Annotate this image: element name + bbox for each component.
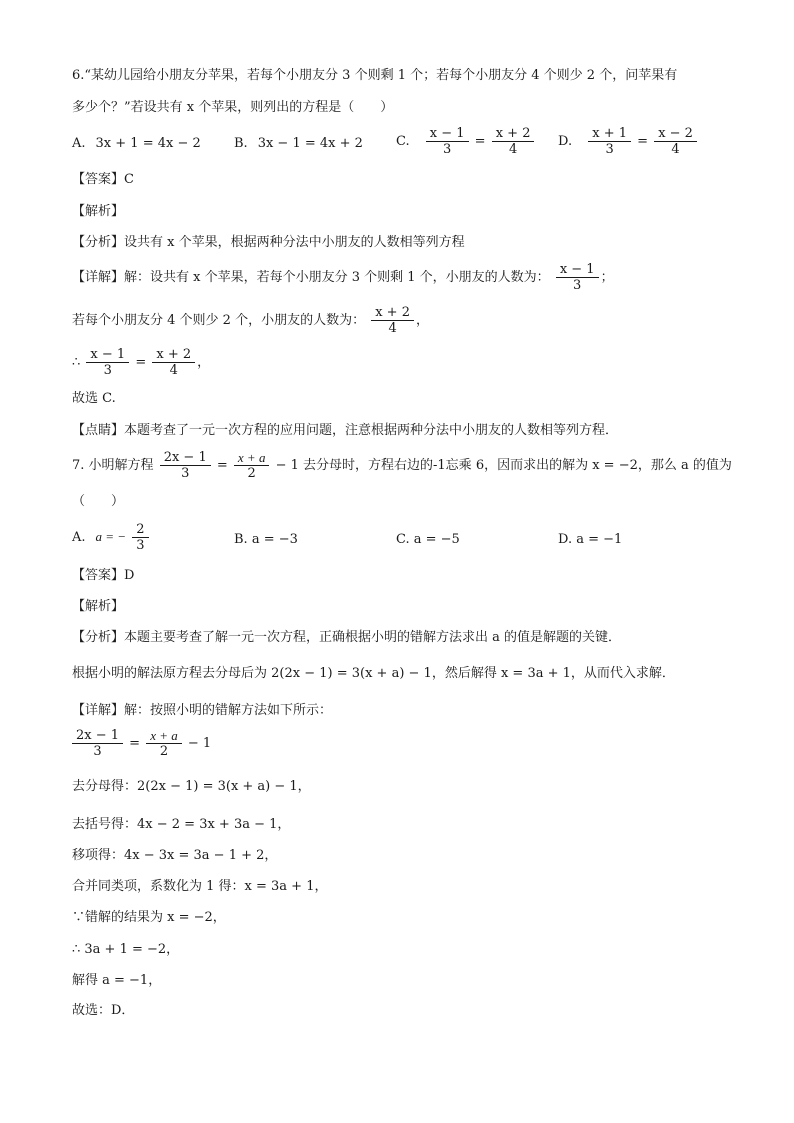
q7-stem-line1: 7. 小明解方程 $\frac{2x - 1}{3}$ = $\frac{x + a}{2}$ − 1 去分母时，方程右边的-1忘乘 6，因而求出的解为 x = −2，那么 a 的值为 [72,450,732,481]
q7-step2: 去括号得：4x − 2 = 3x + 3a − 1， [72,817,291,832]
q6-stem-line1: 6.“某幼儿园给小朋友分苹果，若每个小朋友分 3 个则剩 1 个；若每个小朋友分 4 个则少 2 个，问苹果有 [72,68,678,83]
option-label: A. [72,136,86,151]
fraction: $\frac{x + 1}{3}$ [588,126,631,157]
option-expr: 3x + 1 = 4x − 2 [95,136,201,151]
fraction: $\frac{x + 2}{4}$ [492,126,535,157]
fraction: $\frac{x + a}{2}$ [234,450,270,481]
option-expr: 3x − 1 = 4x + 2 [257,136,363,151]
q7-option-d: D. a = −1 [558,532,623,547]
q7-detail-head: 【详解】解：按照小明的错解方法如下所示： [72,703,333,718]
q7-option-c: C. a = −5 [396,532,460,547]
q7-option-a: A. a = − $\frac{2}{3}$ [72,522,151,553]
q7-analysis2: 根据小明的解法原方程去分母后为 2(2x − 1) = 3(x + a) − 1，然后解得 x = 3a + 1，从而代入求解． [72,666,675,681]
q7-step6: ∴ 3a + 1 = −2， [72,942,180,957]
fraction: $\frac{x - 1}{3}$ [86,347,129,378]
q6-analysis: 【分析】设共有 x 个苹果，根据两种分法中小朋友的人数相等列方程 [72,235,465,250]
q6-detail-line1: 【详解】解：设共有 x 个苹果，若每个小朋友分 3 个则剩 1 个，小朋友的人数为： $\frac{x - 1}{3}$ ； [72,262,614,293]
q6-option-b [234,134,363,154]
fraction: $\frac{2x - 1}{3}$ [160,450,211,481]
q6-option-a [72,134,201,154]
q6-jiexi-heading: 【解析】 [72,204,125,219]
q6-stem-line2: 多少个？”若设共有 x 个苹果，则列出的方程是（ ） [72,100,394,115]
q7-answer: 【答案】D [72,568,135,583]
fraction: $\frac{x + 2}{4}$ [371,305,414,336]
q7-equation: $\frac{2x - 1}{3}$ = $\frac{x + a}{2}$ − 1 [70,728,211,759]
q7-choose: 故选：D． [72,1003,135,1018]
fraction: $\frac{x + a}{2}$ [146,728,182,759]
q7-step1: 去分母得：2(2x − 1) = 3(x + a) − 1， [72,779,311,794]
option-label: B. [234,136,248,151]
option-label: C. [396,134,410,149]
q6-comment: 【点睛】本题考查了一元一次方程的应用问题，注意根据两种分法中小朋友的人数相等列方程． [72,423,619,438]
q7-option-b: B. a = −3 [234,532,298,547]
q7-step3: 移项得：4x − 3x = 3a − 1 + 2， [72,848,278,863]
fraction: $\frac{x - 1}{3}$ [426,126,469,157]
q6-option-c: C. $\frac{x - 1}{3}$ = $\frac{x + 2}{4}$ [396,126,536,157]
option-label: D. [558,134,573,149]
q7-step7: 解得 a = −1， [72,973,162,988]
q7-stem-paren: （ ） [72,494,125,509]
fraction: $\frac{2}{3}$ [132,522,148,553]
q7-step4: 合并同类项，系数化为 1 得：x = 3a + 1， [72,879,328,894]
q6-detail-line2: 若每个小朋友分 4 个则少 2 个，小朋友的人数为： $\frac{x + 2}{4}$ ， [72,305,429,336]
q6-equation: ∴ $\frac{x - 1}{3}$ = $\frac{x + 2}{4}$ ， [72,347,211,378]
q7-analysis: 【分析】本题主要考查了解一元一次方程，正确根据小明的错解方法求出 a 的值是解题的关键． [72,630,622,645]
q7-jiexi-heading: 【解析】 [72,599,125,614]
q6-choose: 故选 C. [72,391,116,406]
q6-answer: 【答案】C [72,172,134,187]
fraction: $\frac{2x - 1}{3}$ [72,728,123,759]
q6-option-d: D. $\frac{x + 1}{3}$ = $\frac{x - 2}{4}$ [558,126,699,157]
q7-step5: ∵错解的结果为 x = −2， [72,910,226,925]
fraction: $\frac{x + 2}{4}$ [152,347,195,378]
fraction: $\frac{x - 1}{3}$ [556,262,599,293]
fraction: $\frac{x - 2}{4}$ [654,126,697,157]
